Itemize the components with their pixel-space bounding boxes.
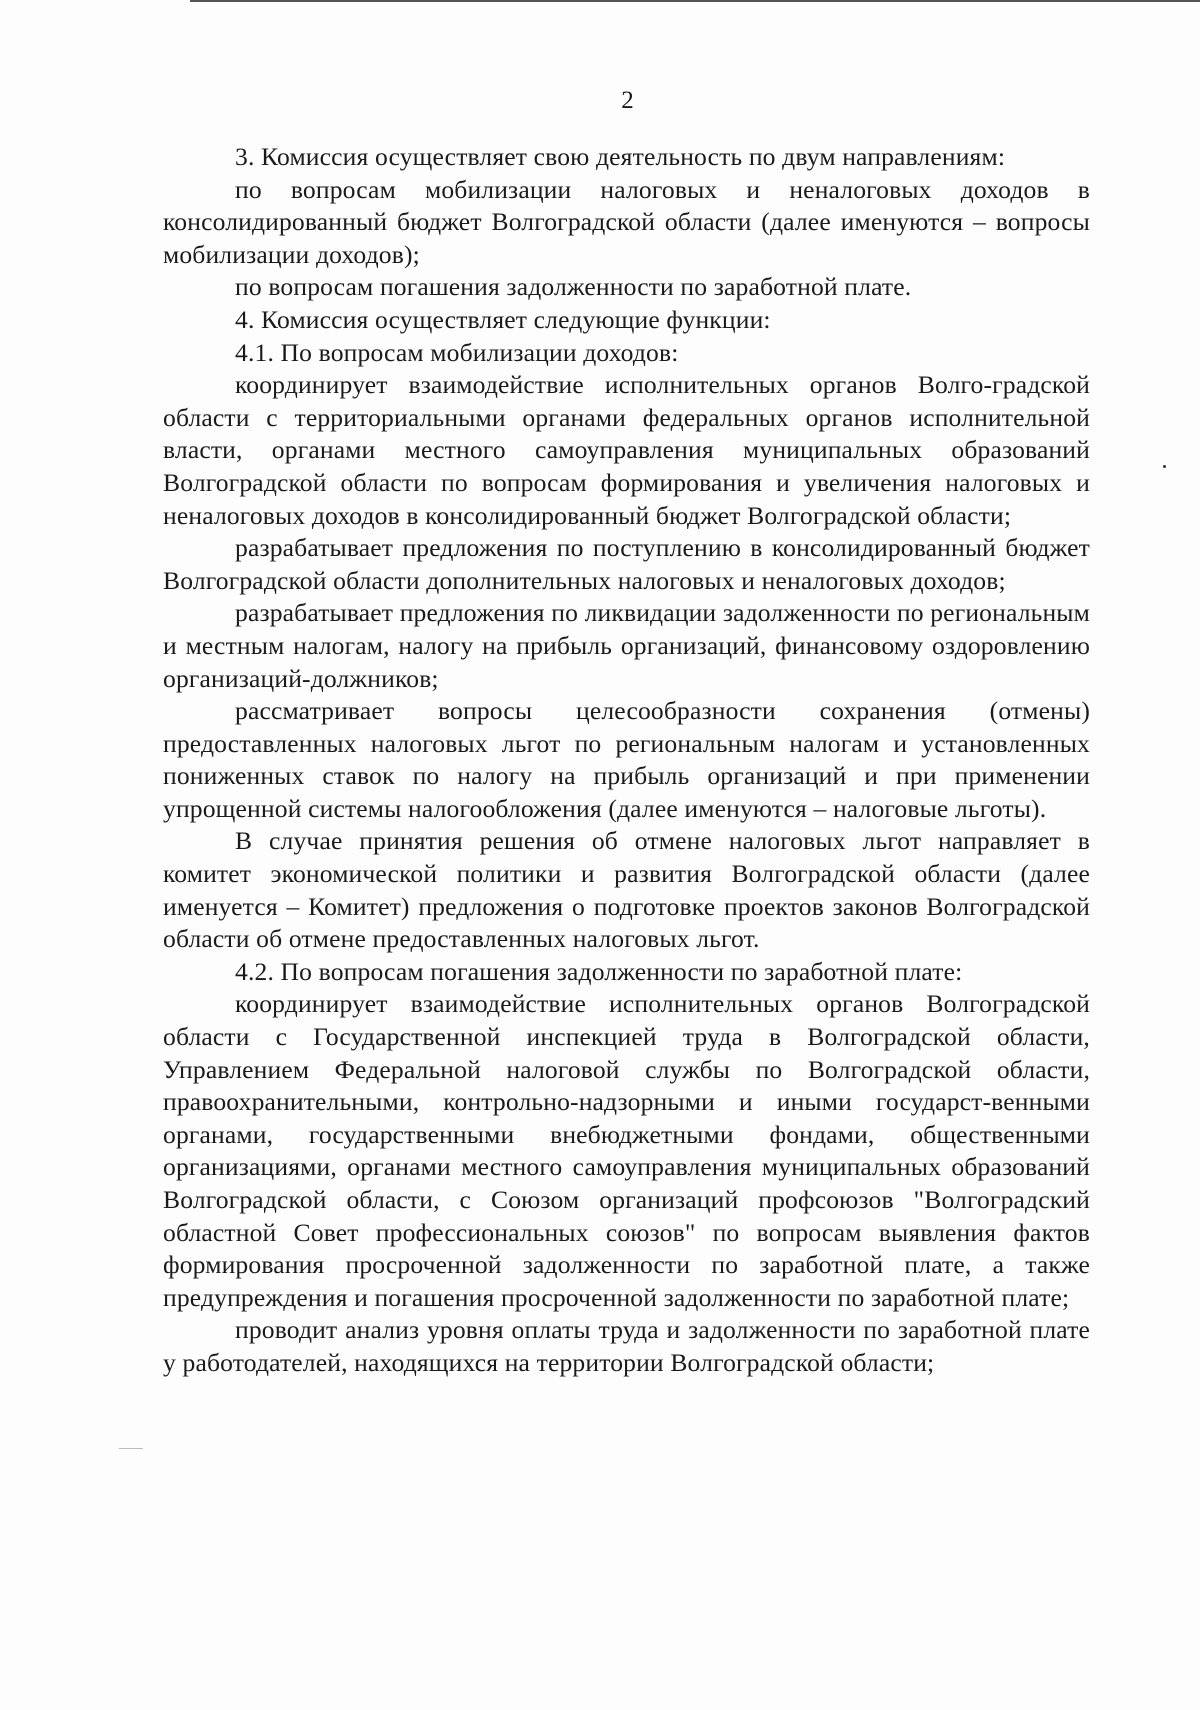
scan-speck xyxy=(1163,465,1166,468)
paragraph-section-4-1-heading: 4.1. По вопросам мобилизации доходов: xyxy=(235,337,679,367)
paragraph-coordinates-revenue: координирует взаимодействие исполнительных органов Волго-градской области с территориальными органами федеральных органов исполнительной власти, органами местного самоуправления муниципальных образований Волгоградской области по вопросам формирования и увеличения налоговых и неналоговых доходов в консолидированный бюджет Волгоградской области; xyxy=(163,370,1090,530)
paragraph-wage-level-analysis: проводит анализ уровня оплаты труда и задолженности по заработной плате у работодателей, находящихся на территории Волгоградской области; xyxy=(163,1315,1090,1377)
paragraph-tax-benefits-review: рассматривает вопросы целесообразности сохранения (отмены) предоставленных налоговых льгот по региональным налогам и установленных пониженных ставок по налогу на прибыль организаций и при применении упрощенной системы налогообложения (далее именуются – налоговые льготы). xyxy=(163,696,1090,823)
paragraph-commission-directions: 3. Комиссия осуществляет свою деятельность по двум направлениям: xyxy=(235,142,1006,171)
paragraph-benefits-cancellation: В случае принятия решения об отмене налоговых льгот направляет в комитет экономической политики и развития Волгоградской области (далее именуется – Комитет) предложения о подготовке проектов законов Волгоградской области об отмене предоставленных налоговых льгот. xyxy=(163,826,1090,954)
paragraph-commission-functions: 4. Комиссия осуществляет следующие функции: xyxy=(235,304,771,334)
paragraph-additional-revenue-proposals: разрабатывает предложения по поступлению в консолидированный бюджет Волгоградской области дополнительных налоговых и неналоговых доходов; xyxy=(163,533,1090,595)
paragraph-coordinates-wage-arrears: координирует взаимодействие исполнительных органов Волгоградской области с Государственной инспекцией труда в Волгоградской области, Управлением Федеральной налоговой службы по Волгоградской области, правоохранительными, контрольно-надзорными и иными государст-венными органами, государственными внебюджетными фондами, общественными организациями, органами местного самоуправления муниципальных образований Волгоградской области, с Союзом организаций профсоюзов "Волгоградский областной Совет профессиональных союзов" по вопросам выявления фактов формирования просроченной задолженности по заработной плате, а также предупреждения и погашения просроченной задолженности по заработной плате; xyxy=(163,989,1090,1312)
paragraph-tax-debt-proposals: разрабатывает предложения по ликвидации задолженности по региональным и местным налогам, налогу на прибыль организаций, финансовому оздоровлению организаций-должников; xyxy=(163,598,1090,693)
scan-margin-mark xyxy=(119,1448,143,1449)
paragraph-revenue-mobilization-direction: по вопросам мобилизации налоговых и неналоговых доходов в консолидированный бюджет Волгоградской области (далее именуются – вопросы мобилизации доходов); xyxy=(163,174,1090,269)
scan-top-edge xyxy=(190,0,1200,2)
paragraph-section-4-2-heading: 4.2. По вопросам погашения задолженности по заработной плате: xyxy=(235,956,963,986)
page-number: 2 xyxy=(621,87,634,114)
document-body xyxy=(163,141,1090,1380)
paragraph-wage-arrears-direction: по вопросам погашения задолженности по заработной плате. xyxy=(235,272,912,302)
